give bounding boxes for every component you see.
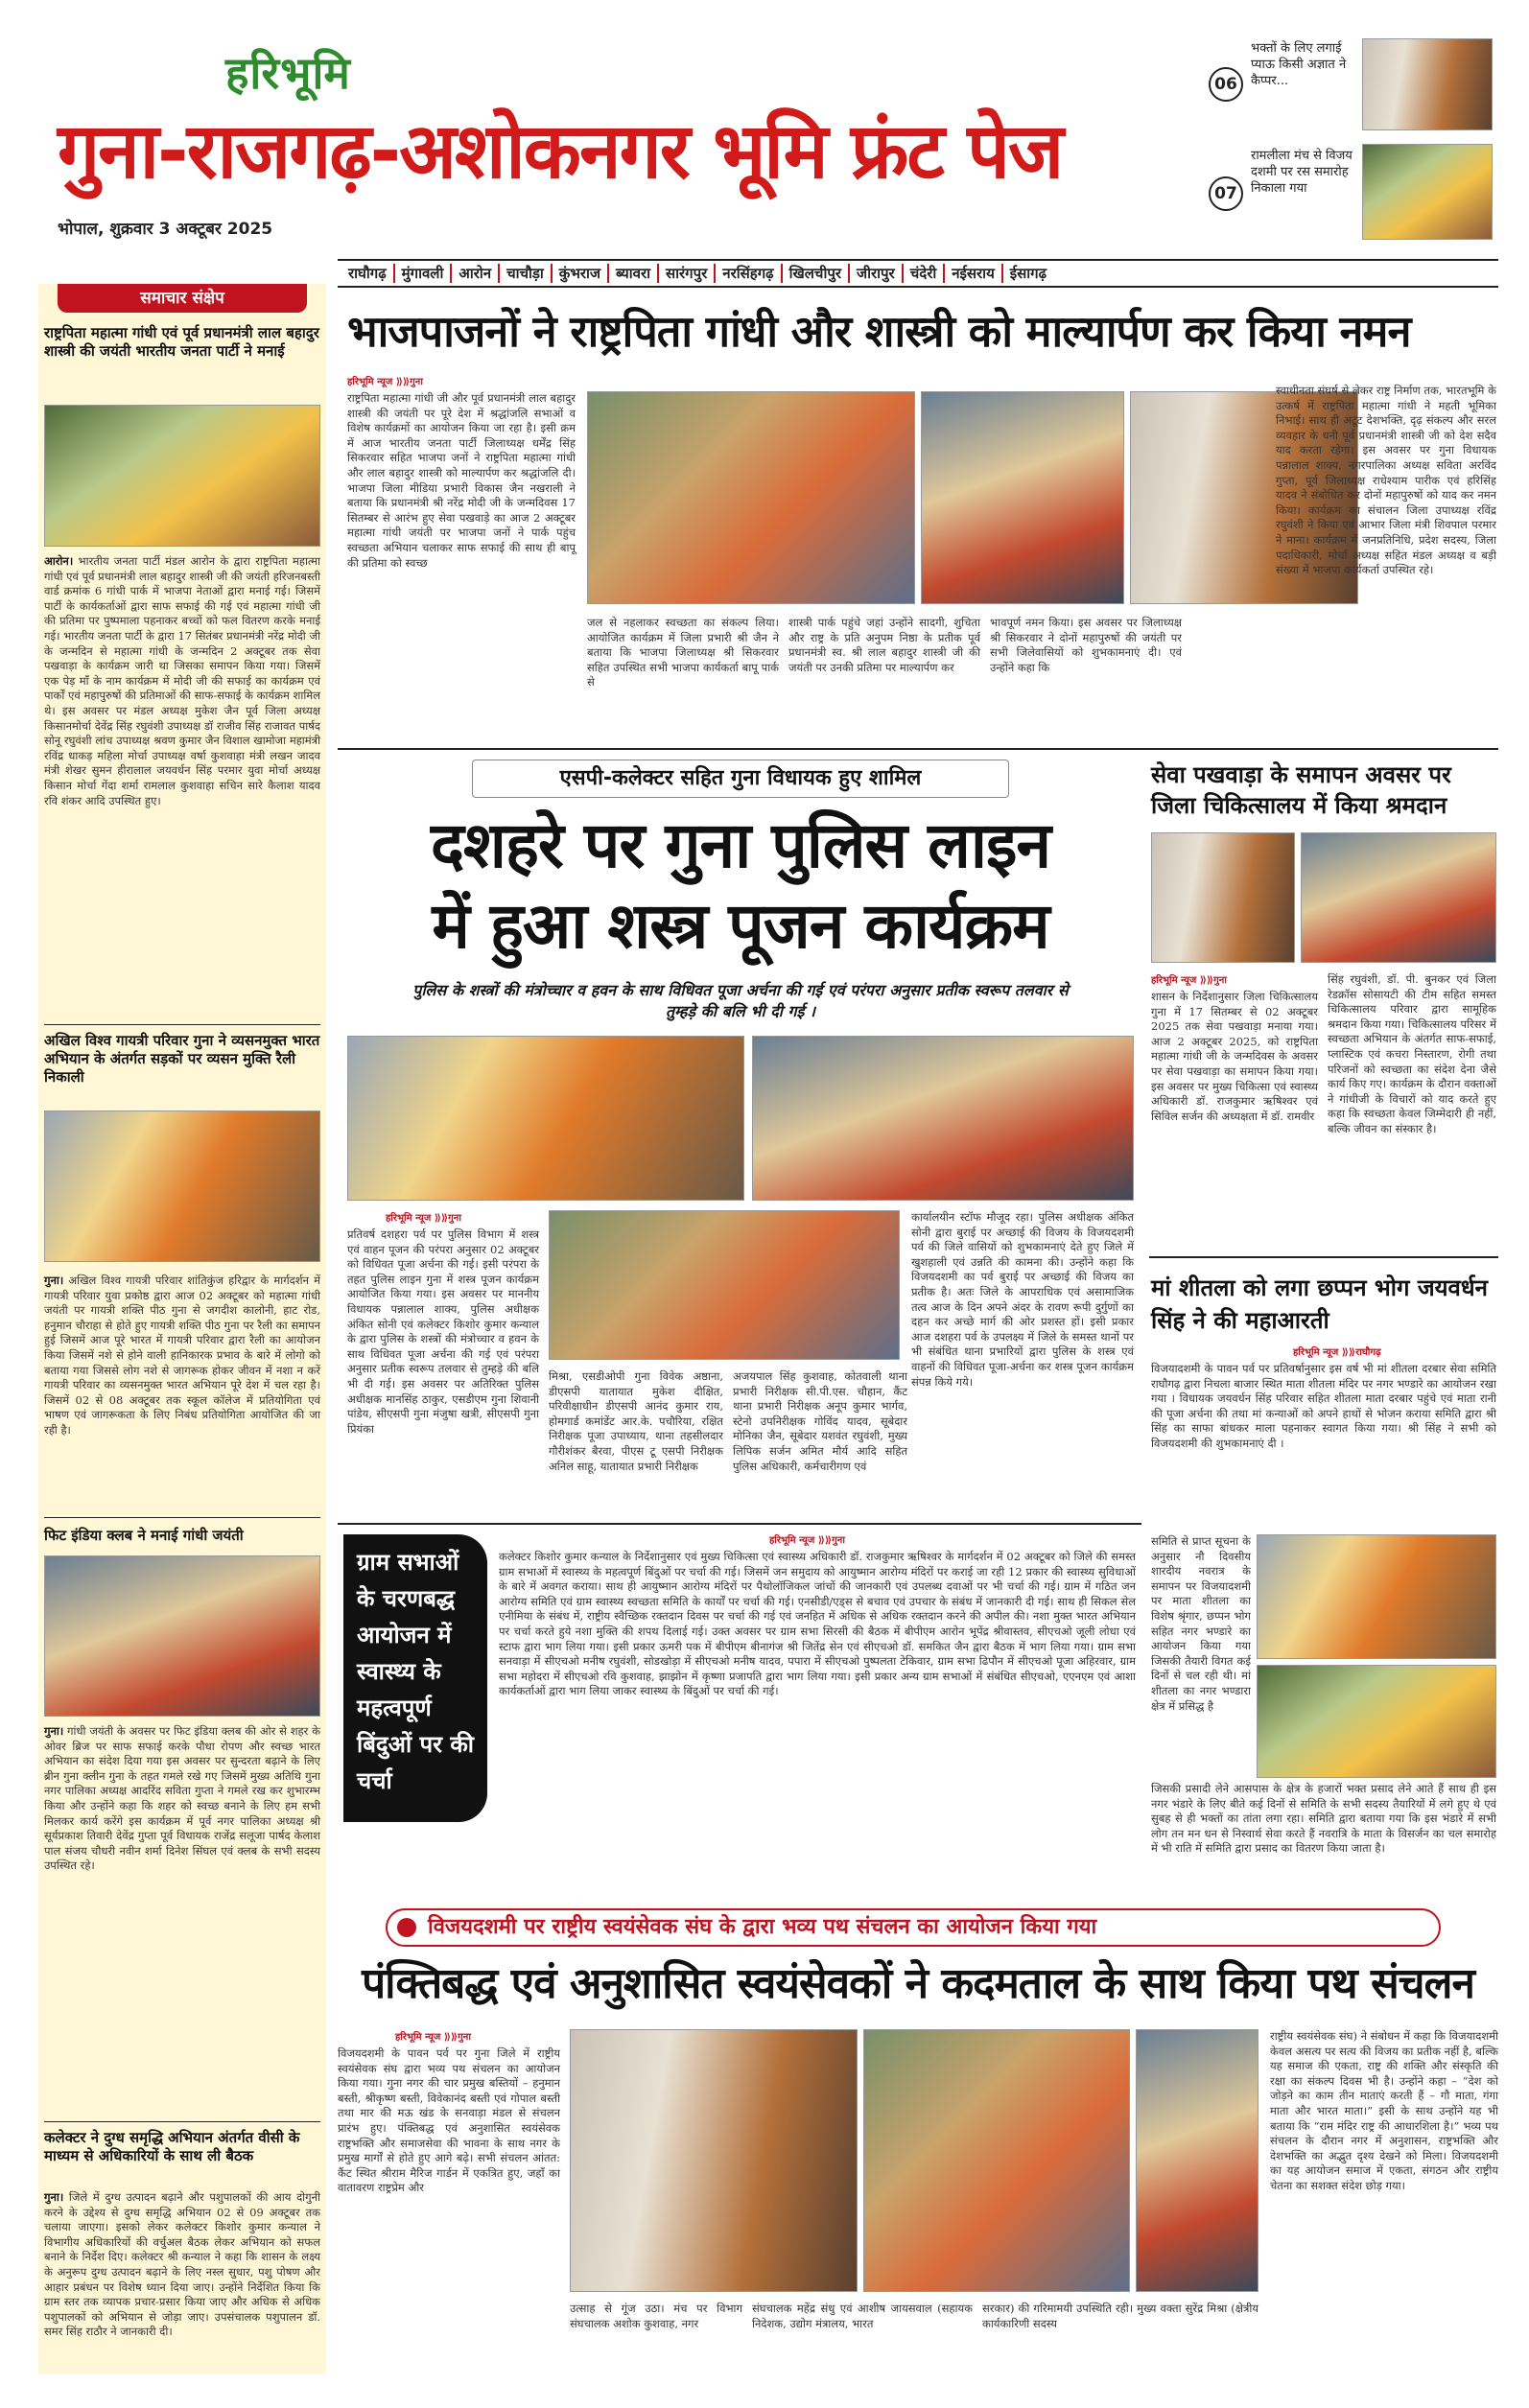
brief-1-lead: आरोन। (44, 554, 74, 568)
story-5-side-label: ग्राम सभाओं के चरणबद्ध आयोजन में स्वास्थ्य के महत्वपूर्ण बिंदुओं पर की चर्चा (343, 1534, 487, 1822)
brief-2-body (44, 1274, 320, 1513)
story-2-photo-1 (347, 1036, 744, 1201)
story-6-col5: राष्ट्रीय स्वयंसेवक संघ) ने संबोधन में कहा कि विजयादशमी केवल असत्य पर सत्य की विजय का प्रतीक नहीं है, बल्कि यह समाज की एकता, राष्ट्र की शक्ति और संस्कृति की रक्षा का संकल्प दिवस भी है। उन्होंने कहा – “देश को जोड़ने का काम तीन माताएं करती हैं – गौ माता, गंगा माता और भारत माता।” इसी के साथ उन्होंने यह भी बताया कि “राम मंदिर राष्ट्र की आधारशिला है।” भव्य पथ संचलन के दौरान नगर में अनुशासन, राष्ट्रभक्ति और देशभक्ति का अद्भुत दृश्य देखने को मिला। विजयदशमी का यह आयोजन समाज में एकता, संगठन और राष्ट्रीय चेतना का सशक्त संदेश छोड़ गया। (1270, 2029, 1498, 2192)
story-1-col3: शास्त्री पार्क पहुंचे जहां उन्होंने सादगी, शुचिता और राष्ट्र के प्रति अनुपम निष्ठा के प्रतीक पूर्व प्रधानमंत्री स्व. श्री लाल बहादुर शास्त्री जी की जयंती पर उनकी प्रतिमा पर माल्यार्पण कर (788, 616, 980, 674)
masthead (38, 29, 1189, 259)
story-4-body-bottom: जिसकी प्रसादी लेने आसपास के क्षेत्र के हजारों भक्त प्रसाद लेने आते हैं साथ ही इस नगर भंडारे के लिए बीते कई दिनों से समिति के सभी सदस्य तैयारियों में लगे हुए थे एवं सुबह से ही भक्तों का तांता लगा रहा। समिति द्वारा बताया गया कि इस भंडारे में सभी लोग तन मन धन से निस्वार्थ सेवा करते हैं नवरात्रि के माता के विसर्जन का चल समारोह में भी राति में समिति द्वारा प्रसाद का वितरण किया जाता है। (1151, 1782, 1496, 1856)
nav-item-9[interactable]: जीरापुर (850, 264, 904, 283)
story-4-headline: मां शीतला को लगा छप्पन भोग जयवर्धन सिंह ने की महाआरती (1151, 1274, 1488, 1334)
story-1-col1: राष्ट्रपिता महात्मा गांधी जी और पूर्व प्रधानमंत्री लाल बहादुर शास्त्री की जयंती पर पूरे देश में श्रद्धांजलि सभाओं व विशेष कार्यक्रमों का आयोजन किया जा रहा है। इसी क्रम में आज भारतीय जनता पार्टी जिलाध्यक्ष धर्मेंद्र सिंह सिकरवार सहित भाजपा जनों ने राष्ट्रपिता महात्मा गांधी और लाल बहादुर शास्त्री को माल्यार्पण कर श्रद्धांजलि दी। भाजपा जिला मीडिया प्रभारी विकास जैन नखराली ने बताया कि प्रधानमंत्री श्री नरेंद्र मोदी जी के जन्मदिवस 17 सितम्बर से आरंभ हुए सेवा पखवाड़े का आज 2 अक्टूबर महात्मा गांधी जयंती पर भाजपा जनों ने पार्क पहुंच स्वच्छता अभियान चलाकर साफ सफाई की साथ ही बापू की प्रतिमा को स्वच्छ (347, 391, 576, 570)
story-2-photo-3 (549, 1210, 900, 1360)
story-3-photo-2 (1301, 832, 1496, 963)
story-6-kicker-marker (397, 1918, 416, 1937)
story-5 (338, 1523, 1141, 1887)
page-title: गुना-राजगढ़-अशोकनगर भूमि फ्रंट पेज (58, 106, 1063, 196)
brief-1-text: भारतीय जनता पार्टी मंडल आरोन के द्वारा राष्ट्रपिता महात्मा गांधी एवं पूर्व प्रधानमंत्री लाल बहादुर शास्त्री जी की जयंती हरिजनबस्ती वार्ड क्रमांक 6 गांधी पार्क में भाजपा नेताओं द्वारा मनाई गई। जिसमें पार्टी के कार्यकर्ताओं द्वारा साफ सफाई की गई एवं महात्मा गांधी जी की प्रतिमा पर पुष्पमाला पहनाकर बच्चों को फल वितरण करके मनाई गई। भारतीय जनता पार्टी के द्वारा 17 सितंबर प्रधानमंत्री नरेंद्र मोदी जी के जन्मदिन से महात्मा गांधी के जन्मदिन 2 अक्टूबर तक सेवा पखवाड़ा के कार्यक्रम जारी था जिसका समापन किया गया। जिसमें एक पेड़ माँ के नाम कार्यक्रम में मोदी जी की सफाई का कार्यक्रम एवं पार्कों एवं महापुरुषों की प्रतिमाओं की साफ-सफाई के कार्यक्रम शामिल थे। इस अवसर पर मंडल अध्यक्ष मुकेश जैन पूर्व जिला अध्यक्ष किसानमोर्चा देवेंद्र सिंह रघुवंशी उपाध्यक्ष डॉ राजीव सिंह राजावत पार्षद सोनू रघुवंशी लांच उपाध्यक्ष श्रवण कुमार जैन विशाल खामोजा महामंत्री रविंद्र धाकड़ महिला मोर्चा उपाध्यक्ष वर्षा कुशवाहा मंत्री लखन जादव मंत्री शेखर सुमन हीरालाल जयवर्धन सिंह परमार युवा मोर्चा अध्यक्ष किसान मोर्चा गेंदा शर्मा रामलाल कुशवाहा सचिन सारे कैलाश यादव रवि शंकर आदि उपस्थित हुए। (44, 554, 321, 807)
brief-2-text: अखिल विश्व गायत्री परिवार शांतिकुंज हरिद्वार के मार्गदर्शन में गायत्री परिवार युवा प्रकोष्ठ द्वारा आज 02 अक्टूबर को महात्मा गांधी जयंती पर गायत्री शक्ति पीठ गुना से जगदीश कालोनी, हाट रोड, हनुमान चौराहा से होते हुए गायत्री शक्ति पीठ गुना पर रैली का समापन हुई जिसमें आज पूरे भारत में गायत्री परिवार द्वारा रैली का आयोजन किया जिसमें नशे से होने वाली हानिकारक प्रभाव के बारे में लोगो को बताया गया जिससे लोग नशे से जागरूक होकर जीवन में नशा न करें गायत्री परिवार का व्यसनमुक्त भारत अभियान पूरे देश में चल रहा है। जिसमें 02 से 08 अक्टूबर तक स्कूल कॉलेज में प्रतियोगिता एवं भाषण एवं जागरूकता के लिए निबंध प्रतियोगिता आयोजित की जा रही है। (44, 1274, 321, 1437)
nav-item-12[interactable]: ईसागढ़ (1009, 265, 1047, 282)
story-6-col4: सरकार) की गरिमामयी उपस्थिति रही। मुख्य वक्ता सुरेंद्र मिश्रा (क्षेत्रीय कार्यकारिणी सदस्य (982, 2302, 1258, 2330)
nav-item-10[interactable]: चंदेरी (904, 264, 946, 283)
story-3 (1149, 754, 1498, 1252)
brief-divider-2 (44, 1517, 320, 1518)
brand-logo: हरिभूमि (225, 47, 351, 99)
brief-4-headline: कलेक्टर ने दुग्ध समृद्धि अभियान अंतर्गत वीसी के माध्यम से अधिकारियों के साथ ली बैठक (44, 2129, 300, 2164)
teaser-2-number: 07 (1209, 176, 1243, 211)
story-4-photo-2 (1257, 1665, 1496, 1778)
brief-4-text: जिले में दुग्ध उत्पादन बढ़ाने और पशुपालकों की आय दोगुनी करने के उद्देश्य से दुग्ध समृद्धि अभियान 02 से 09 अक्टूबर तक चलाया जाएगा। इसको लेकर कलेक्टर किशोर कुमार कन्याल ने विभागीय अधिकारियों की वर्चुअल बैठक लेकर अभियान को सफल बनाने के निर्देश दिए। कलेक्टर श्री कन्याल ने कहा कि शासन के लक्ष्य के अनुरूप दुग्ध उत्पादन बढ़ाने के लिए नस्ल सुधार, पशु पोषण और आहार प्रबंधन पर विशेष ध्यान दिया जाए। उन्होंने निर्देशित किया कि ग्राम स्तर तक व्यापक प्रचार-प्रसार किया जाए और अधिक से अधिक पशुपालकों को अभियान से जोड़ा जाए। उपसंचालक पशुपालन डॉ. समर सिंह राठौर ने जानकारी दी। (44, 2190, 320, 2339)
story-2-col3: अजयपाल सिंह कुशवाह, कोतवाली थाना प्रभारी निरीक्षक सी.पी.एस. चौहान, कैंट थाना प्रभारी निरीक्षक अनूप कुमार भार्गव, स्टेनो उपनिरीक्षक गोविंद यादव, सूबेदार मोनिका जैन, सूबेदार यशवंत रघुवंशी, मुख्य लिपिक सर्जन अमित मौर्य आदि सहित पुलिस अधिकारी, कर्मचारीगण एवं (733, 1369, 907, 1473)
news-brief-sidebar (38, 284, 326, 2374)
story-4-body-col: समिति से प्राप्त सूचना के अनुसार नौ दिवसीय शारदीय नवरात्र के समापन पर विजयादशमी पर माता शीतला का विशेष श्रृंगार, छप्पन भोग सहित नगर भण्डारे का आयोजन किया गया जिसकी तैयारी विगत कई दिनों से चल रही थी। मां शीतला का नगर भण्डारा क्षेत्र में प्रसिद्ध है (1151, 1534, 1251, 1713)
story-2-col1: प्रतिवर्ष दशहरा पर्व पर पुलिस विभाग में शस्त्र एवं वाहन पूजन की परंपरा अनुसार 02 अक्टूबर को विधिवत पूजा अर्चना की गई। इसी परंपरा के तहत पुलिस लाइन गुना में शस्त्र पूजन कार्यक्रम आयोजित किया गया। इस अवसर पर माननीय विधायक पन्नालाल शाक्य, पुलिस अधीक्षक अंकित सोनी एवं कलेक्टर किशोर कुमार कन्याल के द्वारा पुलिस के शस्त्रों की मंत्रोच्चार व हवन के साथ विधिवत पूजा अर्चना की गई एवं परंपरा अनुसार प्रतीक स्वरूप तलवार से तुम्हड़े की बलि भी दी गई। इस अवसर पर अतिरिक्त पुलिस अधीक्षक मानसिंह ठाकुर, एसडीएम गुना शिवानी पांडेय, सीएसपी गुना मंजुषा खत्री, सीएसपी गुना प्रियंका (347, 1227, 539, 1436)
nav-item-4[interactable]: कुंभराज (553, 264, 609, 283)
story-4-photo-1 (1257, 1534, 1496, 1659)
town-nav (338, 259, 1498, 288)
story-1-credit: हरिभूमि न्यूज ⟫⟫गुना (347, 377, 423, 387)
brief-1-headline: राष्ट्रपिता महात्मा गांधी एवं पूर्व प्रधानमंत्री लाल बहादुर शास्त्री की जयंती भारतीय जनता पार्टी ने मनाई (44, 324, 319, 360)
story-2-deck: पुलिस के शस्त्रों की मंत्रोच्चार व हवन के साथ विधिवत पूजा अर्चना की गई एवं परंपरा अनुसार प्रतीक स्वरूप तलवार से तुम्हड़े की बलि भी दी गई । (412, 981, 1069, 1020)
story-3-bottom-rule (1149, 1256, 1498, 1258)
story-2-kicker-box (472, 760, 1009, 798)
nav-item-6[interactable]: सारंगपुर (659, 264, 716, 283)
brief-2-lead: गुना। (44, 1274, 64, 1287)
teaser-2[interactable] (1209, 144, 1496, 245)
brief-1-body (44, 554, 320, 1020)
story-6 (338, 1908, 1498, 2374)
brief-2-headline: अखिल विश्व गायत्री परिवार गुना ने व्यसनमुक्त भारत अभियान के अंतर्गत सड़कों पर व्यसन मुक्ति रैली निकाली (44, 1032, 320, 1086)
story-6-photo-1 (570, 2029, 858, 2292)
story-3-credit: हरिभूमि न्यूज ⟫⟫गुना (1151, 975, 1227, 986)
brief-3-lead: गुना। (44, 1724, 64, 1738)
story-5-credit: हरिभूमि न्यूज ⟫⟫गुना (769, 1535, 845, 1546)
brief-2-photo (44, 1110, 320, 1262)
story-2-photo-2 (752, 1036, 1134, 1201)
teaser-2-photo (1362, 144, 1493, 240)
teaser-1-number: 06 (1209, 67, 1243, 102)
story-6-photo-2 (863, 2029, 1130, 2292)
brief-3-headline: फिट इंडिया क्लब ने मनाई गांधी जयंती (44, 1527, 244, 1544)
story-2-col2: मिश्रा, एसडीओपी गुना विवेक अष्ठाना, डीएसपी यातायात मुकेश दीक्षित, परिवीक्षाधीन डीएसपी आनंद कुमार राय, होमगार्ड कमांडेंट आर.के. पचौरिया, रक्षित निरीक्षक पूजा उपाध्याय, थाना तहसीलदार गौरीशंकर बैरवा, पीएस टू एसपी निरीक्षक अनिल साहू, यातायात प्रभारी निरीक्षक (549, 1369, 723, 1473)
dateline: भोपाल, शुक्रवार 3 अक्टूबर 2025 (58, 220, 273, 239)
nav-item-3[interactable]: चाचौड़ा (500, 264, 553, 283)
story-6-credit: हरिभूमि न्यूज ⟫⟫गुना (395, 2032, 471, 2043)
story-1-bottom-rule (338, 748, 1498, 750)
brief-divider-3 (44, 2121, 320, 2122)
story-3-headline: सेवा पखवाड़ा के समापन अवसर पर जिला चिकित्सालय में किया श्रमदान (1151, 761, 1451, 819)
nav-item-11[interactable]: नईसराय (945, 264, 1003, 283)
brief-1-photo (44, 405, 320, 547)
story-5-body: कलेक्टर किशोर कुमार कन्याल के निर्देशानुसार एवं मुख्य चिकित्सा एवं स्वास्थ्य अधिकारी डॉ. राजकुमार ऋषिश्वर के मार्गदर्शन में 02 अक्टूबर को जिले की समस्त ग्राम सभाओं में स्वास्थ्य के महत्वपूर्ण बिंदुओं पर चर्चा की गई। जिसमें जन समुदाय को आयुष्मान आरोग्य मंदिरों पर कराई जा रही 12 प्रकार की स्वास्थ्य सुविधाओं के बारे में अवगत कराया। साथ ही आयुष्मान आरोग्य मंदिरों पर पैथोलॉजिकल जांचों की जानकारी एवं उपलब्ध दवाओं पर भी चर्चा की गई। ग्राम में गठित जन आरोग्य समिति एवं ग्राम स्वास्थ्य स्वच्छता समिति के कार्यों पर चर्चा की गई। एनसीडी/एड्स से बचाव एवं उपचार के संबंध में जानकारी दी गई। साथ ही सिकल सेल एनीमिया के संबंध में, राष्ट्रीय स्वैच्छिक रक्तदान दिवस पर चर्चा की गई एवं जनहित में अधिक से अधिक रक्तदान करने की अपील की। नशा मुक्त भारत अभियान पर चर्चा करते हुये नशा मुक्ति की शपथ दिलाई गई। उक्त अवसर पर ग्राम सभा सिरसी की बैठक में बीपीएम आरोन भूपेंद्र श्रीवास्तव, सीएचओ जूली लोधा एवं स्टाफ द्वारा भाग लिया गया। इसी प्रकार ऊमरी पक में बीपीएम बीनागंज श्री जितेंद्र सेन एवं सीएचओ डॉ. समकित जैन द्वारा बैठक में भाग लिया गया। ग्राम सभा सनवाड़ा में सीएचओ मनीष रघुवंशी, सोडखोड़ा में सीएचओ मनीष यादव, पपारा में सीएचओ पुष्पलता टेकिवार, ग्राम सभा ढिपौन में सीएचओ पूजा अहिरवार, ग्राम सभा महोदरा में सीएचओ रवि कुशवाह, झाझोन में कृष्णा प्रजापति द्वारा भाग लिया गया। इसी प्रकार अन्य ग्राम सभाओं में संबंधित सीएचओ, एएनएम एवं आशा कार्यकर्ताओं द्वारा भाग लिया जाकर स्वास्थ्य के बिंदुओं पर चर्चा की गई। (499, 1550, 1136, 1698)
teaser-1-text: भक्तों के लिए लगाई प्याऊ किसी अज्ञात ने कैप्पर... (1251, 41, 1347, 88)
story-4-body-top: विजयादशमी के पावन पर्व पर प्रतिवर्षानुसार इस वर्ष भी मां शीतला दरबार सेवा समिति राघौगढ़ द्वारा निचला बाजार स्थित माता शीतला मंदिर पर नगर भण्डारे का आयोजन रखा गया । विधायक जयवर्धन सिंह परिवार सहित शीतला माता दरबार पहुंचे एवं माता रानी की पूजा अर्चना की तथा मां कन्याओं को अपने हाथों से भोजन कराया समिति द्वारा श्री सिंह का साफा बांधकर माला पहनाकर स्वागत किया गया। श्री सिंह ने सभी को विजयदशमी की शुभकामनाएं दी । (1151, 1362, 1496, 1450)
brief-divider-1 (44, 1024, 320, 1025)
story-6-kicker: विजयदशमी पर राष्ट्रीय स्वयंसेवक संघ के द्वारा भव्य पथ संचलन का आयोजन किया गया (428, 1915, 1097, 1939)
nav-item-1[interactable]: मुंगावली (395, 264, 453, 283)
story-6-col2: उत्साह से गूंज उठा। मंच पर विभाग संघचालक अशोक कुशवाह, नगर (570, 2302, 742, 2330)
brief-4-body (44, 2190, 320, 2371)
nav-item-5[interactable]: ब्यावरा (609, 264, 659, 283)
story-1-photo-1 (587, 391, 915, 604)
story-2-kicker: एसपी-कलेक्टर सहित गुना विधायक हुए शामिल (559, 766, 922, 790)
story-1-col5-visible: स्वाधीनता संघर्ष से लेकर राष्ट्र निर्माण तक, भारतभूमि के उत्कर्ष में राष्ट्रपिता महात्मा गांधी ने महती भूमिका निभाई। साथ ही अटूट देशभक्ति, दृढ़ संकल्प और सरल व्यवहार के धनी पूर्व प्रधानमंत्री शास्त्री जी को देश सदैव याद करता रहेगा। इस अवसर पर गुना विधायक पन्नालाल शाक्य, नगरपालिका अध्यक्ष सविता अरविंद गुप्ता, पूर्व जिलाध्यक्ष राधेश्याम पारीक एवं हरिसिंह यादव ने संबोधित कर दोनों महापुरुषों को याद कर नमन किया। कार्यक्रम का संचालन जिला उपाध्यक्ष रविंद्र रघुवंशी ने किया एवं आभार जिला मंत्री शिवपाल परमार ने माना। कार्यक्रम में जनप्रतिनिधि, प्रदेश सदस्य, जिला पदाधिकारी, मोर्चा अध्यक्ष सहित मंडल अध्यक्ष व बड़ी संख्या में भाजपा कार्यकर्ता उपस्थित रहे। (1276, 384, 1496, 577)
story-2-credit: हरिभूमि न्यूज ⟫⟫गुना (386, 1213, 461, 1224)
story-1-col2: जल से नहलाकर स्वच्छता का संकल्प लिया। आयोजित कार्यक्रम में जिला प्रभारी श्री जैन ने बताया कि भाजपा जिलाध्यक्ष श्री सिकरवार सहित उपस्थित सभी भाजपा कार्यकर्ता बापू पार्क से (587, 616, 779, 690)
nav-item-8[interactable]: खिलचीपुर (783, 264, 850, 283)
story-1-photo-2 (921, 391, 1124, 604)
nav-item-7[interactable]: नरसिंहगढ़ (716, 264, 782, 283)
story-2-headline-line-2: में हुआ शस्त्र पूजन कार्यक्रम (432, 889, 1049, 963)
story-4-credit: हरिभूमि न्यूज ⟫⟫राघौगढ़ (1293, 1347, 1381, 1358)
story-1-headline: भाजपाजनों ने राष्ट्रपिता गांधी और शास्त्री को माल्यार्पण कर किया नमन (347, 306, 1411, 357)
story-4 (1149, 1262, 1498, 1885)
nav-item-0[interactable]: राघौगढ़ (341, 264, 395, 283)
brief-3-body (44, 1724, 320, 2117)
teaser-2-text: रामलीला मंच से विजय दशमी पर रस समारोह निकाला गया (1251, 149, 1353, 196)
story-6-photo-3 (1136, 2029, 1258, 2292)
story-3-col1: शासन के निर्देशानुसार जिला चिकित्सालय गुना में 17 सितम्बर से 02 अक्टूबर 2025 तक सेवा पखवाड़ा मनाया गया। आज 2 अक्टूबर 2025, को राष्ट्रपिता महात्मा गांधी जी के जन्मदिवस के अवसर पर सेवा पखवाड़ा का समापन किया गया। इस अवसर पर मुख्य चिकित्सा एवं स्वास्थ्य अधिकारी डॉ. राजकुमार ऋषिश्वर एवं सिविल सर्जन की अध्यक्षता में डॉ. रामवीर (1151, 990, 1318, 1123)
nav-item-2[interactable]: आरोन (452, 264, 500, 283)
story-2-col4: कार्यालयीन स्टॉफ मौजूद रहा। पुलिस अधीक्षक अंकित सोनी द्वारा बुराई पर अच्छाई की विजय के विजयदशमी पर्व की जिले वासियों को शुभकामनाएं देते हुए जिले में खुशहाली एवं उन्नति की कामना की। उन्होंने कहा कि विजयदशमी का पर्व बुराई पर अच्छाई की विजय का प्रतीक है। अतः जिले के आपराधिक एवं असामाजिक तत्व आज के दिन अपने अंदर के रावण रूपी दुर्गुणों का दहन कर अच्छे मार्ग की ओर प्रशस्त हों। इसी प्रकार आज दशहरा पर्व के उपलक्ष्य में जिले के समस्त थानों पर भी संबंधित थाना प्रभारियों द्वारा पुलिस के शस्त्र एवं वाहनों की विधिवत पूजा-अर्चना कर शस्त्र पूजन कार्यक्रम संपन्न किये गये। (911, 1210, 1134, 1389)
teaser-1-photo (1362, 38, 1493, 130)
story-6-col1: विजयदशमी के पावन पर्व पर गुना जिले में राष्ट्रीय स्वयंसेवक संघ द्वारा भव्य पथ संचलन का आयोजन किया गया। गुना नगर की चार प्रमुख बस्तियों – हनुमान बस्ती, श्रीकृष्ण बस्ती, विवेकानंद बस्ती एवं गोपाल बस्ती तथा मार की मऊ खंड के सनवाड़ा मंडल से संचलन प्रारंभ हुए। पंक्तिबद्ध एवं अनुशासित स्वयंसेवक राष्ट्रभक्ति और समाजसेवा की भावना के साथ नगर के प्रमुख मार्गों से होते हुए आगे बढ़े। सभी संचलन आंतत: कैंट स्थित श्रीराम मैरिज गार्डन में एकत्रित हुए, जहाँ का वातावरण राष्ट्रप्रेम और (338, 2046, 560, 2195)
brief-3-photo (44, 1555, 320, 1717)
story-6-headline: पंक्तिबद्ध एवं अनुशासित स्वयंसेवकों ने कदमताल के साथ किया पथ संचलन (362, 1959, 1474, 2008)
story-1-col4: भावपूर्ण नमन किया। इस अवसर पर जिलाध्यक्ष श्री सिकरवार ने दोनों महापुरुषों की जयंती पर सभी जिलेवासियों को शुभकामनाएं दी। एवं उन्होंने कहा कि (990, 616, 1182, 674)
news-brief-label: समाचार संक्षेप (58, 284, 307, 313)
story-3-photo-1 (1151, 832, 1295, 963)
teaser-1[interactable] (1209, 35, 1496, 140)
story-2-headline-line-1: दशहरे पर गुना पुलिस लाइन (430, 808, 1051, 882)
brief-3-text: गांधी जयंती के अवसर पर फिट इंडिया क्लब की ओर से शहर के ओवर ब्रिज पर साफ सफाई करके पौधा रोपण और स्वच्छ भारत अभियान का संदेश दिया गया इस अवसर पर सुन्दरता बढ़ाने के लिए ब्रीन गुना क्लीन गुना के तहत गमले रखे गए जिसमें मुख्य अतिथि गुना नगर पालिका अध्यक्ष आदरिंद सविता गुप्ता ने गमले रख कर शुभारम्भ किया और उन्होंने कहा कि शहर को स्वच्छ बनाने के लिए हम सभी मिलकर कार्य करेंगे इस कार्यक्रम में पूर्व नगर पालिका अध्यक्ष श्री सूर्यप्रकाश तिवारी देवेंद्र गुप्ता पूर्व विधायक राजेंद्र सलूजा पार्षद केलाश पाल संजय चौधरी नवीन शर्मा दिनेश सिंघल एवं क्लब के सभी सदस्य उपस्थित रहे। (44, 1724, 321, 1873)
story-3-col2: सिंह रघुवंशी, डॉ. पी. बुनकर एवं जिला रेडक्रॉस सोसायटी की टीम सहित समस्त चिकित्सालय परिवार द्वारा सामूहिक श्रमदान किया गया। चिकित्सालय परिसर में स्वच्छता अभियान के अंतर्गत साफ-सफाई, प्लास्टिक एवं कचरा निस्तारण, रोगी तथा परिजनों को स्वच्छता का संदेश देना जैसे कार्य किए गए। कार्यक्रम के दौरान वक्ताओं ने गांधीजी के विचारों को याद करते हुए कहा कि स्वच्छता केवल जिम्मेदारी ही नहीं, बल्कि जीवन का संस्कार है। (1328, 972, 1496, 1135)
story-6-kicker-bar (386, 1908, 1441, 1947)
teaser-box (1209, 35, 1496, 245)
story-6-col3: संघचालक महेंद्र संधु एवं आशीष जायसवाल (सहायक निदेशक, उद्योग मंत्रालय, भारत (752, 2302, 973, 2330)
brief-4-lead: गुना। (44, 2190, 64, 2204)
